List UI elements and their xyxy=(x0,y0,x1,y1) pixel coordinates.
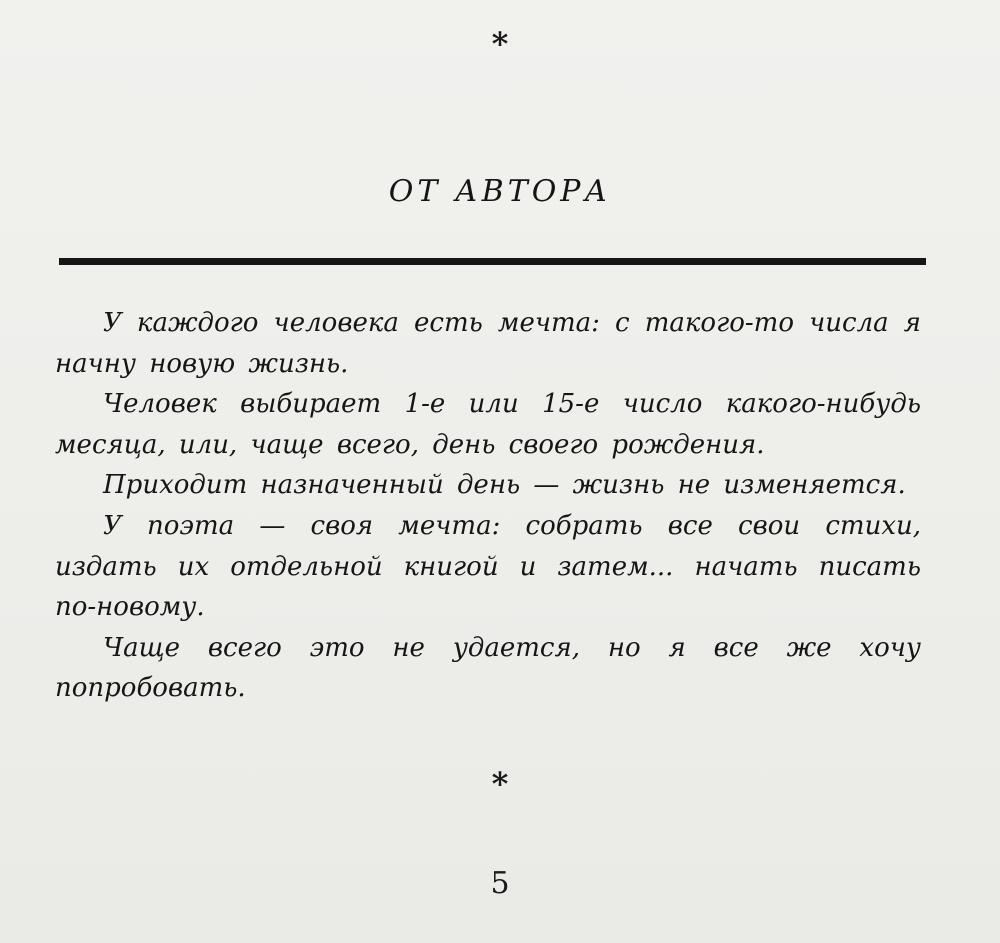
bottom-asterism-ornament: * xyxy=(491,765,509,803)
paragraph-5: Чаще всего это не удается, но я все же хочу попробовать. xyxy=(55,632,921,704)
heading-rule-divider xyxy=(59,258,926,265)
paragraph-3: Приходит назначенный день — жизнь не изменяется. xyxy=(103,470,906,501)
paragraph-1: У каждого человека есть мечта: с такого-то числа я начну новую жизнь. xyxy=(55,308,921,379)
body-text xyxy=(55,303,921,709)
top-asterism-ornament: * xyxy=(491,25,509,63)
paragraph-4: У поэта — своя мечта: собрать все свои стихи, издать их отдельной книгой и затем... начать писать по-новому. xyxy=(55,510,921,623)
paragraph-2: Человек выбирает 1-е или 15-е число какого-нибудь месяца, или, чаще всего, день своего рождения. xyxy=(55,389,921,460)
section-heading: ОТ АВТОРА xyxy=(388,174,612,209)
page-number: 5 xyxy=(490,866,510,901)
